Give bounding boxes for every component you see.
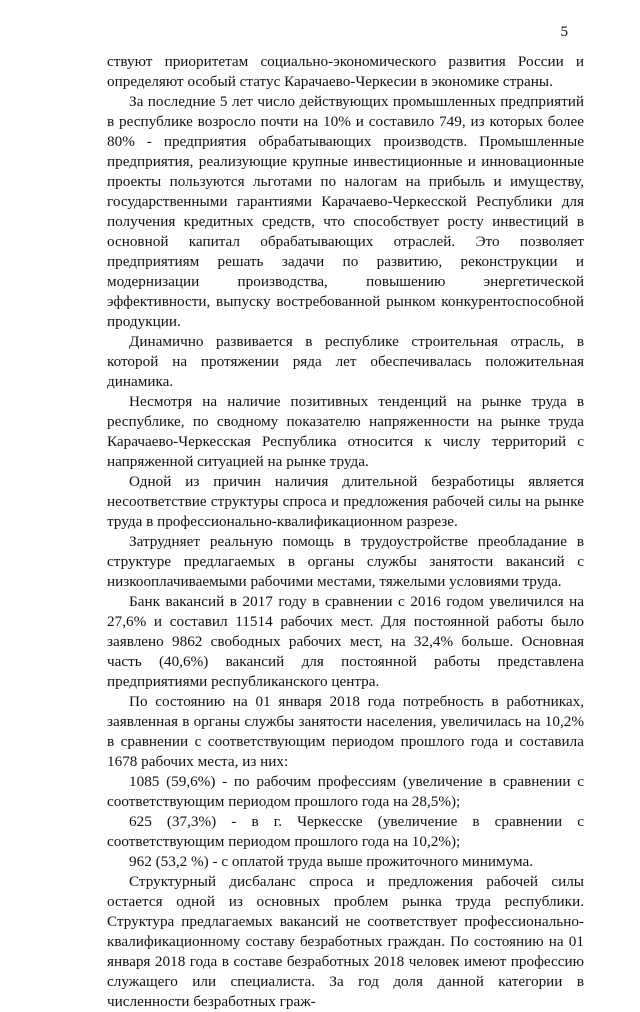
- paragraph-vacancy-bank: Банк вакансий в 2017 году в сравнении с 2016 годом увеличился на 27,6% и составил 11514 рабочих мест. Для постоянной работы было заявлено 9862 свободных рабочих мест, на 32,4% больше. Основная часть (40,6%) вакансий для постоянной работы представлена предприятиями республиканского центра.: [107, 593, 584, 690]
- document-body: [107, 52, 584, 1012]
- paragraph-construction: Динамично развивается в республике строительная отрасль, в которой на протяжении ряда лет обеспечивалась положительная динамика.: [107, 333, 584, 390]
- list-item-worker-professions: 1085 (59,6%) - по рабочим профессиям (увеличение в сравнении с соответствующим периодом прошлого года на 28,5%);: [107, 773, 584, 810]
- paragraph-continuation: ствуют приоритетам социально-экономического развития России и определяют особый статус Карачаево-Черкесии в экономике страны.: [107, 53, 584, 90]
- paragraph-low-paid-vacancies: Затрудняет реальную помощь в трудоустройстве преобладание в структуре предлагаемых в органы службы занятости вакансий с низкооплачиваемыми рабочими местами, тяжелыми условиями труда.: [107, 533, 584, 590]
- paragraph-industry-enterprises: За последние 5 лет число действующих промышленных предприятий в республике возросло почти на 10% и составило 749, из которых более 80% - предприятия обрабатывающих производств. Промышленные предприятия, реализующие крупные инвестиционные и инновационные проекты пользуются льготами по налогам на прибыль и имуществу, государственными гарантиями Карачаево-Черкесской Республики для получения кредитных средств, что способствует росту инвестиций в основной капитал обрабатывающих отраслей. Это позволяет предприятиям решать задачи по развитию, реконструкции и модернизации производства, повышению энергетической эффективности, выпуску востребованной рынком конкурентоспособной продукции.: [107, 93, 584, 330]
- paragraph-unemployment-cause: Одной из причин наличия длительной безработицы является несоответствие структуры спроса и предложения рабочей силы на рынке труда в профессионально-квалификационном разрезе.: [107, 473, 584, 530]
- paragraph-structural-imbalance: Структурный дисбаланс спроса и предложения рабочей силы остается одной из основных проблем рынка труда республики. Структура предлагаемых вакансий не соответствует профессионально- квалификационному составу безработных граждан. По состоянию на 01 января 2018 года в составе безработных 2018 человек имеют профессию служащего или специалиста. За год доля данной категории в численности безработных граж-: [107, 873, 584, 1010]
- list-item-above-minimum-wage: 962 (53,2 %) - с оплатой труда выше прожиточного минимума.: [129, 853, 534, 870]
- paragraph-worker-demand: По состоянию на 01 января 2018 года потребность в работниках, заявленная в органы службы занятости населения, увеличилась на 10,2% в сравнении с соответствующим периодом прошлого года и составила 1678 рабочих места, из них:: [107, 693, 584, 770]
- paragraph-labor-market-tension: Несмотря на наличие позитивных тенденций на рынке труда в республике, по сводному показателю напряженности на рынке труда Карачаево-Черкесская Республика относится к числу территорий с напряженной ситуацией на рынке труда.: [107, 393, 584, 470]
- list-item-cherkessk: 625 (37,3%) - в г. Черкесске (увеличение в сравнении с соответствующим периодом прошлого года на 10,2%);: [107, 813, 584, 850]
- page-number: 5: [560, 24, 568, 40]
